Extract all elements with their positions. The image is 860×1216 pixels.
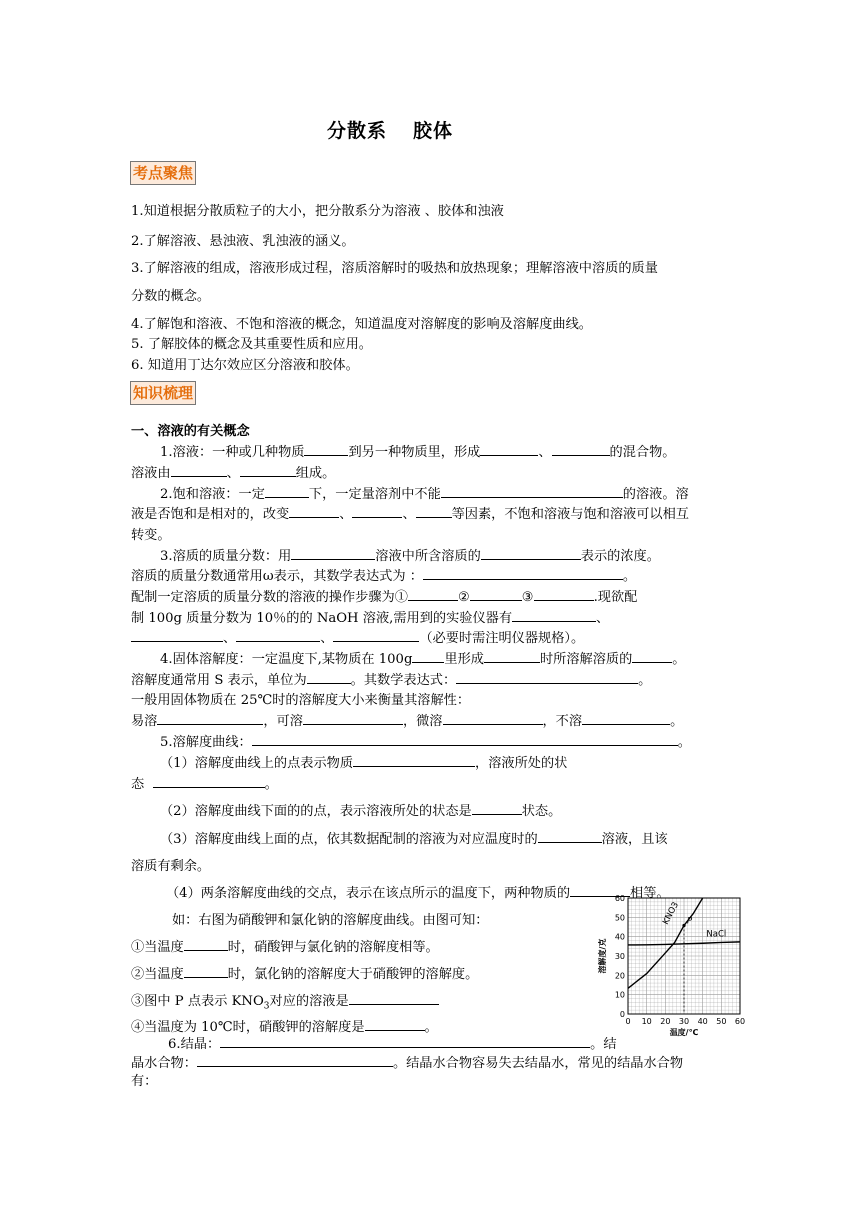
focus-item: 3.了解溶液的组成，溶液形成过程，溶质溶解时的吸热和放热现象；理解溶液中溶质的质量 [131, 261, 658, 276]
focus-item: 5. 了解胶体的概念及其重要性质和应用。 [131, 337, 372, 352]
text-line: 4.固体溶解度：一定温度下,某物质在 100g 里形成 时所溶解溶质的 。 [160, 652, 686, 667]
text-line: 溶质的质量分数通常用ω表示，其数学表达式为 ： 。 [131, 569, 637, 584]
y-tick-label: 30 [614, 952, 625, 961]
text-line: 溶质有剩余。 [131, 859, 211, 874]
text-line: （4）两条溶解度曲线的交点，表示在该点所示的温度下，两种物质的 相等。 [166, 886, 670, 901]
y-tick-label: 50 [614, 913, 625, 923]
text-line: 如：右图为硝酸钾和氯化钠的溶解度曲线。由图可知： [172, 913, 489, 928]
text-line: 液是否饱和是相对的，改变 、 、 等因素，不饱和溶液与饱和溶液可以相互 [131, 507, 689, 522]
section-tag-knowledge: 知识梳理 [130, 381, 196, 405]
series-label-nacl: NaCl [706, 929, 727, 940]
text-line: 有： [131, 1074, 158, 1089]
title-part-2: 胶体 [413, 120, 454, 142]
page-title [0, 116, 780, 143]
text-line: 1.溶液：一种或几种物质 到另一种物质里，形成 、 的混合物。 [160, 445, 676, 460]
focus-item: 1.知道根据分散质粒子的大小，把分散系分为溶液 、胶体和浊液 [131, 204, 504, 219]
text-line: ③图中 P 点表示 $KNO_3$对应的溶液是 [131, 990, 439, 1012]
text-line: 易溶 ，可溶 ，微溶 ，不溶 。 [131, 714, 684, 729]
y-axis-label: 溶解度/克 [598, 938, 607, 974]
x-tick-label: 10 [641, 1017, 652, 1026]
text-line: （3）溶解度曲线上面的点，依其数据配制的溶液为对应温度时的 溶液，且该 [160, 832, 668, 847]
focus-item: 分数的概念。 [131, 289, 211, 304]
text-line: ④当温度为 10℃时，硝酸钾的溶解度是 。 [131, 1020, 438, 1035]
section-heading: 一、溶液的有关概念 [131, 424, 250, 439]
focus-item: 2.了解溶液、悬浊液、乳浊液的涵义。 [131, 234, 355, 249]
section-tag-focus: 考点聚焦 [130, 161, 196, 185]
x-tick-label: 20 [660, 1017, 671, 1026]
text-line: 晶水合物： 。结晶水合物容易失去结晶水，常见的结晶水合物 [131, 1056, 684, 1071]
x-tick-label: 60 [734, 1017, 746, 1026]
text-line: 6.结晶： 。结 [168, 1037, 617, 1052]
text-line: （1）溶解度曲线上的点表示物质 ，溶液所处的状 [160, 756, 568, 771]
title-part-1: 分散系 [326, 120, 387, 142]
text-line: ②当温度 时，氯化钠的溶解度大于硝酸钾的溶解度。 [131, 967, 479, 982]
text-line: 5.溶解度曲线： 。 [160, 735, 691, 750]
text-line: 、 、 （必要时需注明仪器规格）。 [131, 627, 584, 646]
y-tick-label: 0 [619, 1010, 625, 1019]
text-line: （2）溶解度曲线下面的的点，表示溶液所处的状态是 状态。 [160, 804, 562, 819]
x-tick-label: 40 [697, 1017, 708, 1026]
text-line: 溶解度通常用 S 表示，单位为 。其数学表达式： 。 [131, 673, 652, 688]
text-line: ①当温度 时，硝酸钾与氯化钠的溶解度相等。 [131, 940, 439, 955]
text-line: 2.饱和溶液：一定 下，一定量溶剂中不能 的溶液。溶 [160, 487, 689, 502]
y-tick-label: 40 [614, 932, 625, 942]
annotation-point-p [682, 924, 685, 927]
text-line: 制 100g 质量分数为 10％的的 NaOH 溶液,需用到的实验仪器有 、 [131, 611, 610, 626]
focus-item: 6. 知道用丁达尔效应区分溶液和胶体。 [131, 358, 359, 373]
text-line: 转变。 [131, 528, 171, 543]
text-line: 一般用固体物质在 25℃时的溶解度大小来衡量其溶解性： [131, 693, 471, 708]
x-tick-label: 50 [716, 1017, 727, 1026]
text-line: 态 。 [131, 777, 278, 792]
text-line: 3.溶质的质量分数：用 溶液中所含溶质的 表示的浓度。 [160, 549, 660, 564]
y-tick-label: 60 [614, 894, 625, 903]
y-tick-label: 20 [614, 971, 625, 981]
x-tick-label: 0 [625, 1017, 631, 1026]
x-tick-label: 30 [678, 1017, 690, 1026]
chart-grid [628, 898, 740, 1014]
x-axis-label: 温度/℃ [669, 1028, 699, 1037]
focus-item: 4.了解饱和溶液、不饱和溶液的概念，知道温度对溶解度的影响及溶解度曲线。 [131, 317, 592, 332]
y-tick-label: 10 [614, 990, 625, 1000]
text-line: 溶液由 、 组成。 [131, 466, 336, 481]
text-line: 配制一定溶质的质量分数的溶液的操作步骤为① ② ③ .现欲配 [131, 590, 638, 605]
annotation-label-p: P [687, 916, 693, 927]
solubility-chart [596, 892, 746, 1038]
series-label-kno3: KNO3 [661, 900, 682, 927]
